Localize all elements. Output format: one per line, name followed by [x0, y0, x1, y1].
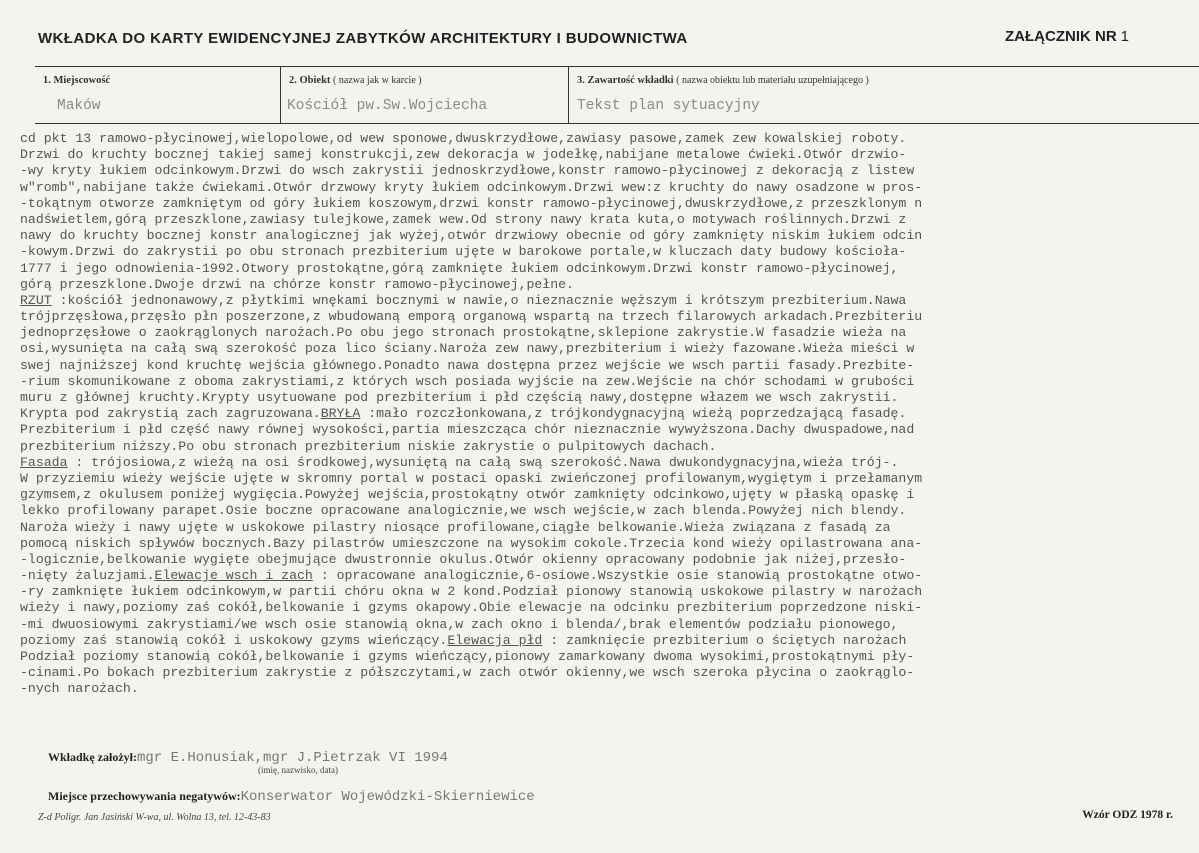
- text-line: gzymsem,z okulusem poniżej wygięcia.Powyżej wejścia,prostokątny otwór zamknięty odcinkowo,ujęty w płaską opaskę i: [20, 487, 915, 503]
- fields-row: [35, 66, 1199, 124]
- field-object-label-sub: ( nazwa jak w karcie ): [333, 75, 422, 86]
- section-heading: Fasada: [20, 454, 68, 470]
- text-line: lekko profilowany parapet.Osie boczne opracowane analogicznie,we wsch wejście,w zach blenda.Powyżej nich blendy.: [20, 503, 907, 519]
- field-content-label: [577, 75, 869, 86]
- text-line: -cinami.Po bokach prezbiterium zakrystie z półszczytami,w zach otwór okienny,we wsch szeroka płycina o zaokrąglo-: [20, 665, 915, 681]
- text-line: w"romb",nabijane także ćwiekami.Otwór drzwowy kryty łukiem odcinkowym.Drzwi wew:z kruchty do nawy osadzone w pros-: [20, 179, 923, 195]
- text-line: -tokątnym otworze zamkniętym od góry łukiem koszowym,drzwi konstr ramowo-płycinowej,dwuskrzydłowe,z przeszklonym n: [20, 195, 923, 211]
- field-object-value: Kościół pw.Sw.Wojciecha: [287, 98, 488, 114]
- section-heading: RZUT: [20, 292, 52, 308]
- annex-number: 1: [1120, 28, 1129, 45]
- text-line: osi,wysunięta na całą swą szerokość poza lico ściany.Naroża zew nawy,prezbiterium i wieży fazowane.Wieża mieści w: [20, 341, 915, 357]
- text-line: górą przeszklone.Dwoje drzwi na chórze konstr ramowo-płycinowej,pełne.: [20, 276, 574, 292]
- annex-label: [1005, 28, 1129, 45]
- form-model: Wzór ODZ 1978 r.: [1082, 809, 1173, 821]
- text-line: Drzwi do kruchty bocznej takiej samej konstrukcji,zew dekoracja w jodełkę,nabijane metalowe ćwieki.Otwór drzwio-: [20, 147, 907, 163]
- field-content-label-main: 3. Zawartość wkładki: [577, 75, 674, 86]
- text-line: Fasada : trójosiowa,z wieżą na osi środkowej,wysuniętą na całą swą szerokość.Nawa dwukondygnacyjna,wieża trój-.: [20, 454, 899, 470]
- field-locality-value: Maków: [57, 98, 101, 114]
- field-content-value: Tekst plan sytuacyjny: [577, 98, 760, 114]
- typed-description: [20, 131, 1195, 698]
- text-line: -logicznie,belkowanie wygięte obejmujące dwustronnie okulus.Otwór okienny opracowany podobnie jak niżej,przesło-: [20, 551, 907, 567]
- negatives-location-label: Miejsce przechowywania negatywów:: [48, 789, 241, 803]
- section-heading: Elewacje wsch i zach: [154, 568, 313, 584]
- text-line: -nych narożach.: [20, 681, 139, 697]
- text-line: -nięty żaluzjami.Elewacje wsch i zach : opracowane analogicznie,6-osiowe.Wszystkie osie stanowią prostokątne otwo-: [20, 568, 923, 584]
- text-line: Krypta pod zakrystią zach zagruzowana.BRYŁA :mało rozczłonkowana,z trójkondygnacyjną wieżą poprzedzającą fasadę.: [20, 406, 907, 422]
- field-locality: [35, 67, 280, 123]
- field-locality-label: 1. Miejscowość: [43, 75, 111, 86]
- text-line: RZUT :kościół jednonawowy,z płytkimi wnękami bocznymi w nawie,o nieznacznie węższym i krótszym prezbiterium.Nawa: [20, 292, 907, 308]
- text-line: muru z głównej kruchty.Krypty usytuowane pod prezbiterium i płd częścią nawy,dostępne włazem we wsch zakrystii.: [20, 390, 899, 405]
- text-line: poziomy zaś stanowią cokół i uskokowy gzyms wieńczący.Elewacja płd : zamknięcie prezbiterium o ściętych narożach: [20, 632, 907, 648]
- field-object-label: [289, 75, 422, 86]
- founded-by-value: mgr E.Honusiak,mgr J.Pietrzak VI 1994: [137, 750, 448, 766]
- field-content-label-sub: ( nazwa obiektu lub materiału uzupełniającego ): [676, 75, 869, 86]
- text-line: -mi dwuosiowymi zakrystiami/we wsch osie stanowią okna,w zach okno i blenda/,brak elementów podziału pionowego,: [20, 616, 899, 632]
- founded-by-label: Wkładkę założył:: [48, 750, 137, 764]
- section-heading: Elewacja płd: [447, 632, 543, 648]
- text-line: W przyziemiu wieży wejście ujęte w skromny portal w postaci opaski zwieńczonej profilowanym,wygiętym i przełamanym: [20, 470, 923, 486]
- text-line: trójprzęsłowa,przęsło płn poszerzone,z wbudowaną emporą organową wspartą na trzech filarowych arkadach.Prezbiteriu: [20, 309, 923, 325]
- founded-by: [48, 750, 448, 766]
- field-content: [568, 67, 1199, 123]
- negatives-location: [48, 789, 535, 805]
- printer-note: Z-d Poligr. Jan Jasiński W-wa, ul. Wolna 13, tel. 12-43-83: [38, 812, 271, 823]
- founded-by-hint: (imię, nazwisko, data): [258, 765, 338, 775]
- text-line: -kowym.Drzwi do zakrystii po obu stronach prezbiterium ujęte w barokowe portale,w kluczach daty budowy kościoła-: [20, 244, 907, 260]
- text-line: nawy do kruchty bocznej konstr analogicznej jak wyżej,otwór drzwiowy obecnie od góry zamknięty niskim łukiem odcin: [20, 228, 923, 244]
- text-line: cd pkt 13 ramowo-płycinowej,wielopolowe,od wew sponowe,dwuskrzydłowe,zawiasy pasowe,zamek zew kowalskiej roboty.: [20, 131, 907, 146]
- text-line: prezbiterium niższy.Po obu stronach prezbiterium niskie zakrystie o pulpitowych dachach.: [20, 438, 717, 454]
- text-line: -rium skomunikowane z oboma zakrystiami,z których wsch posiada wyjście na zew.Wejście na chór schodami w grubości: [20, 373, 915, 389]
- text-line: Prezbiterium i płd część nawy równej wysokości,partia mieszcząca chór nieznacznie wywyższona.Dachy dwuspadowe,nad: [20, 422, 915, 438]
- text-line: wieży i nawy,poziomy zaś cokół,belkowanie i gzyms okapowy.Obie elewacje na odcinku prezbiterium poprzedzone niski-: [20, 600, 923, 616]
- text-line: -ry zamknięte łukiem odcinkowym,w partii chóru okna w 2 kond.Podział pionowy stanowią uskokowe pilastry w narożach: [20, 584, 923, 600]
- text-line: nadświetlem,górą przeszklone,zawiasy tulejkowe,zamek wew.Od strony nawy krata kuta,o motywach roślinnych.Drzwi z: [20, 211, 907, 227]
- field-object: [280, 67, 569, 123]
- section-heading: BRYŁA: [320, 406, 361, 422]
- text-line: swej najniższej kond kruchtę wejścia głównego.Ponadto nawa dostępna przez wejście we wsch partii fasady.Prezbite-: [20, 357, 915, 373]
- text-line: 1777 i jego odnowienia-1992.Otwory prostokątne,górą zamknięte łukiem odcinkowym.Drzwi konstr ramowo-płycinowej,: [20, 260, 899, 276]
- text-line: pomocą niskich spływów bocznych.Bazy pilastrów umieszczone na wysokim cokole.Trzecia kond wieży opilastrowana ana-: [20, 535, 923, 551]
- text-line: Podział poziomy stanowią cokół,belkowanie i gzyms wieńczący,pionowy zamarkowany dwoma wysokimi,prostokątnymi pły-: [20, 649, 915, 664]
- annex-label-text: ZAŁĄCZNIK NR: [1005, 28, 1117, 45]
- negatives-location-value: Konserwator Wojewódzki-Skierniewice: [240, 789, 535, 805]
- text-line: Naroża wieży i nawy ujęte w uskokowe pilastry niosące profilowane,ciągłe belkowanie.Wieża związana z fasadą za: [20, 519, 891, 535]
- form-title: WKŁADKA DO KARTY EWIDENCYJNEJ ZABYTKÓW ARCHITEKTURY I BUDOWNICTWA: [38, 30, 688, 47]
- text-line: -wy kryty łukiem odcinkowym.Drzwi do wsch zakrystii jednoskrzydłowe,konstr ramowo-płycinowej z dekoracją z listew: [20, 163, 915, 179]
- text-line: jednoprzęsłowe o zaokrąglonych narożach.Po obu jego stronach prostokątne,sklepione zakrystie.W fasadzie wieża na: [20, 325, 907, 341]
- field-object-label-main: 2. Obiekt: [289, 75, 331, 86]
